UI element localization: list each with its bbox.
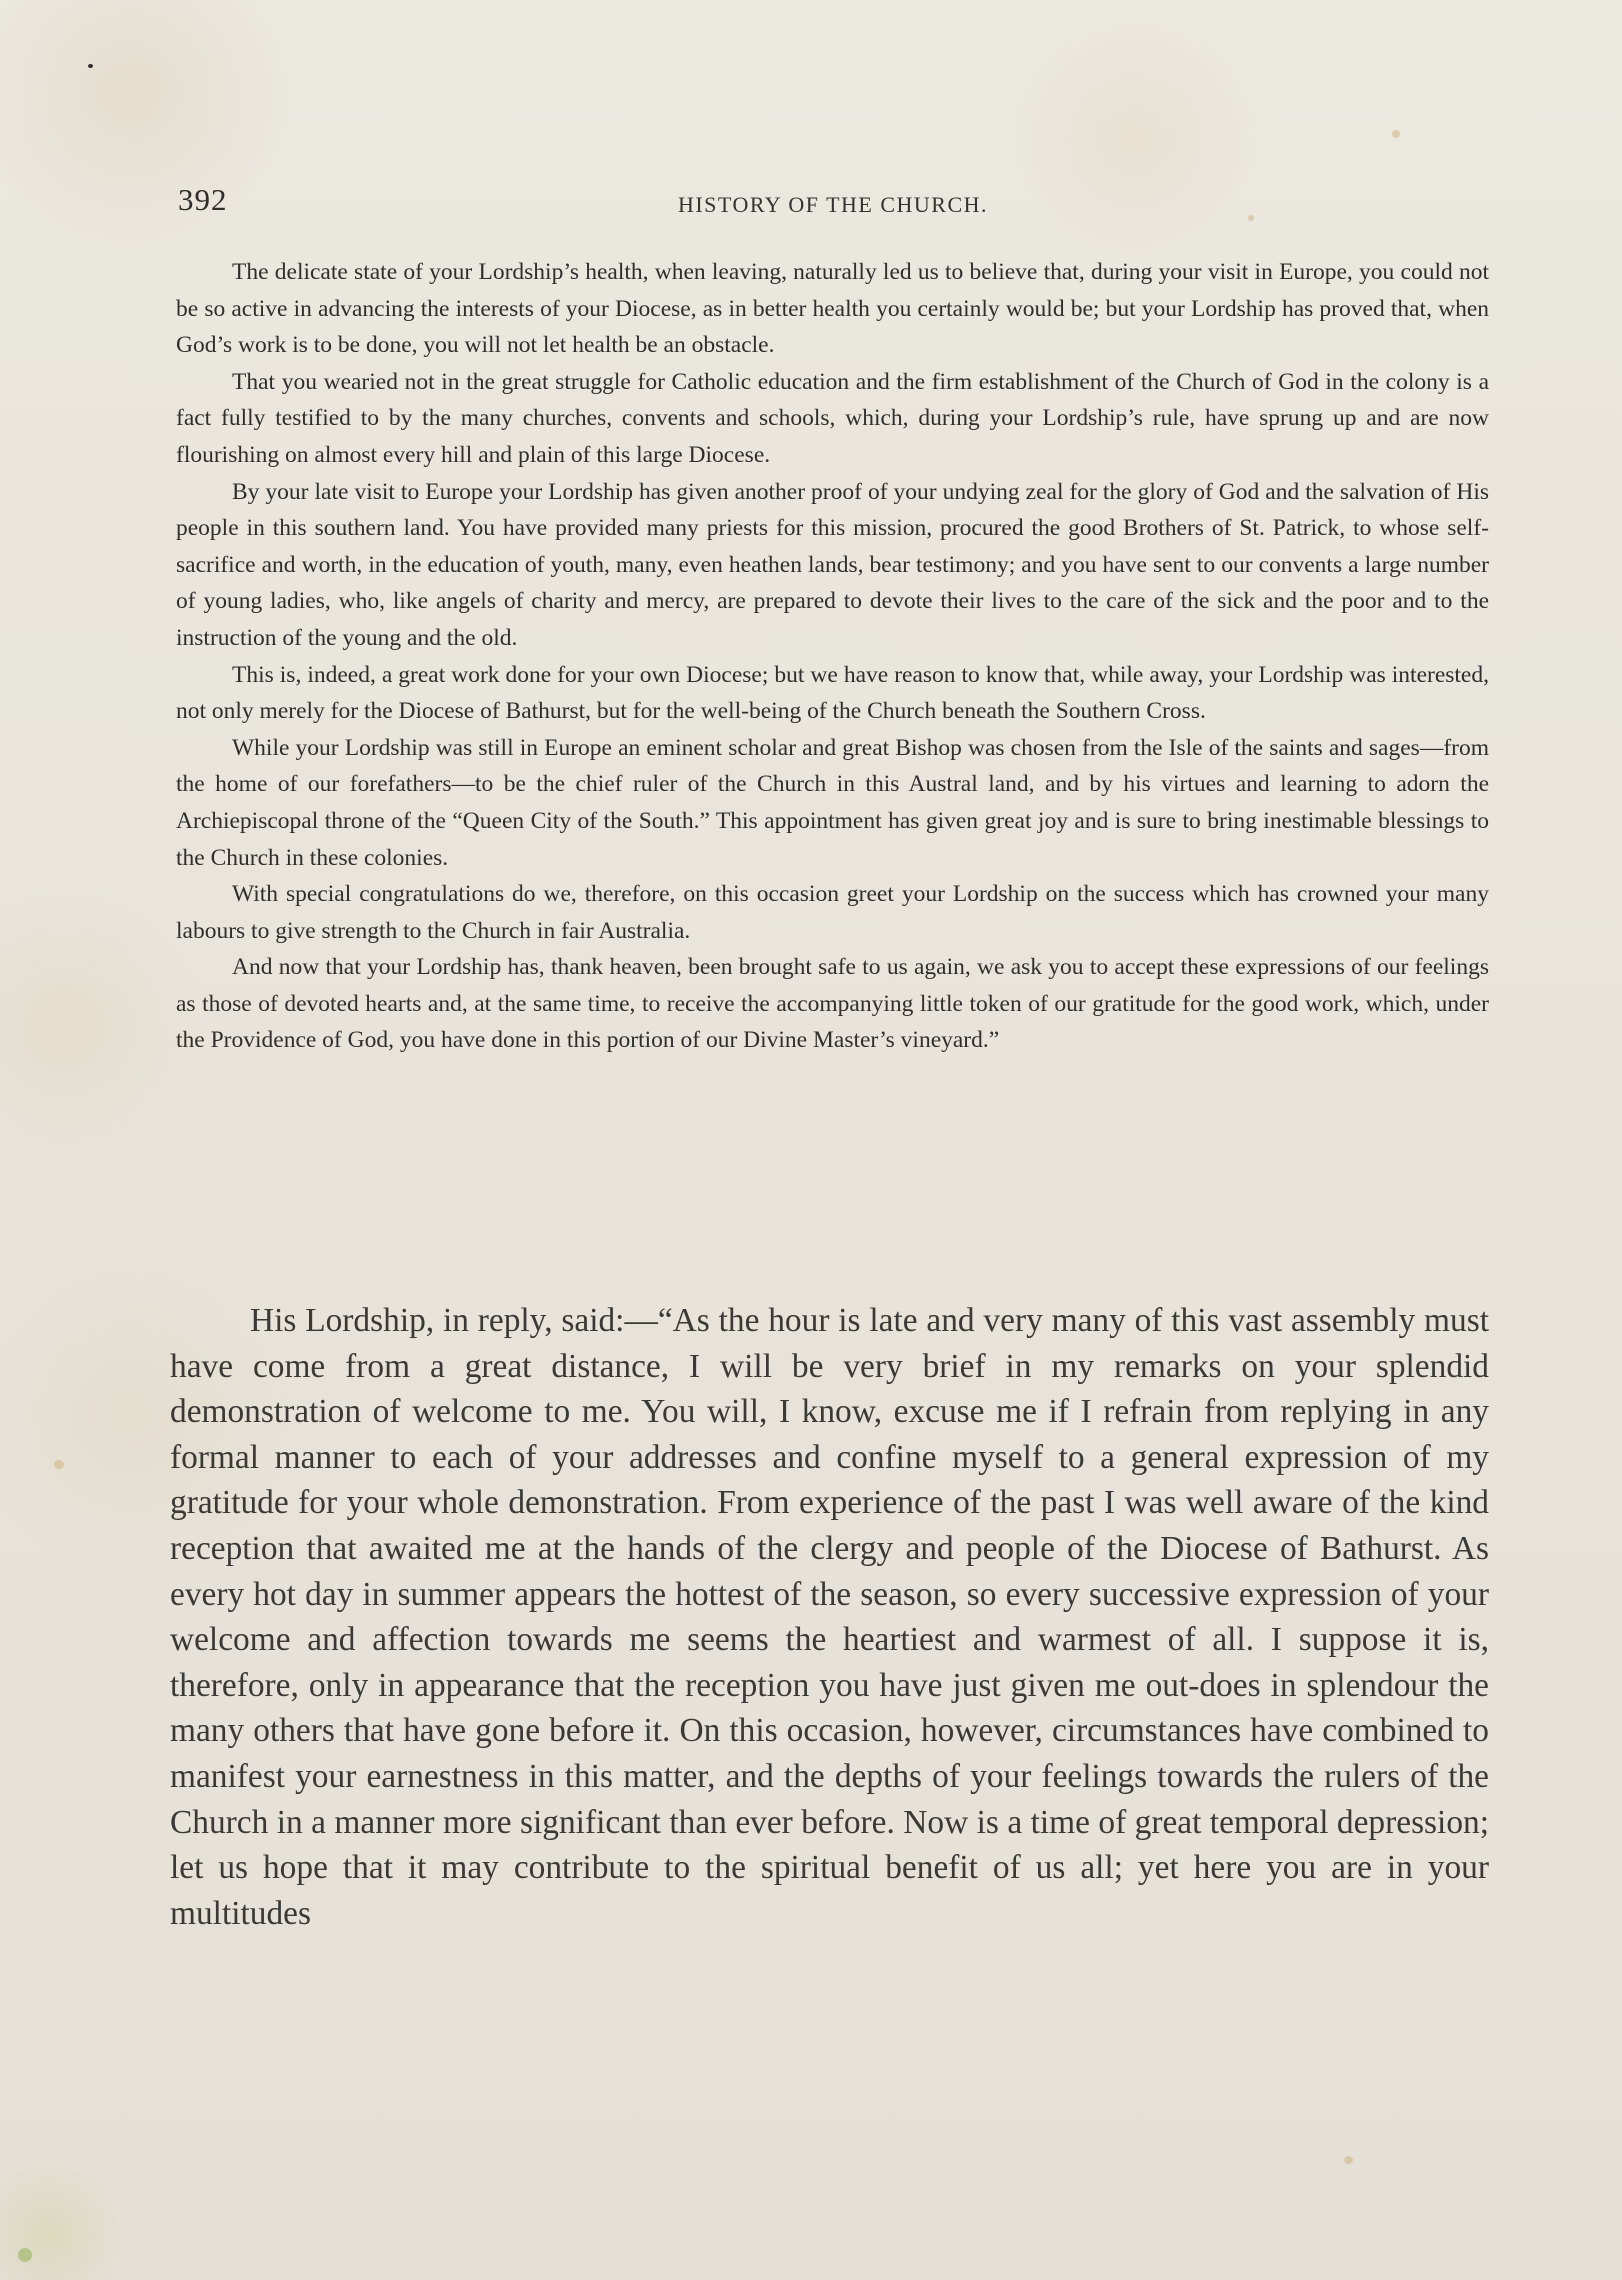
foxing-spot (54, 1460, 64, 1469)
address-paragraph: The delicate state of your Lordship’s health, when leaving, naturally led us to believe that, during your visit in Europe, you could not be so active in advancing the interests of your Diocese, as in better health you certainly would be; but your Lordship has proved that, when God’s work is to be done, you will not let health be an obstacle. (176, 259, 1489, 359)
reply-paragraph: His Lordship, in reply, said:—“As the hour is late and very many of this vast assembly must have come from a great distance, I will be very brief in my remarks on your splendid demonstration of welcome to me. You will, I know, excuse me if I refrain from replying in any formal manner to each of your addresses and confine myself to a general expression of my gratitude for your whole demonstration. From experience of the past I was well aware of the kind reception that awaited me at the hands of the clergy and people of the Diocese of Bathurst. As every hot day in summer appears the hottest of the season, so every successive expression of your welcome and affection towards me seems the heartiest and warmest of all. I suppose it is, therefore, only in appearance that the reception you have just given me out-does in splendour the many others that have gone before it. On this occasion, however, circumstances have combined to manifest your earnestness in this matter, and the depths of your feelings towards the rulers of the Church in a manner more significant than ever before. Now is a time of great temporal depression; let us hope that it may contribute to the spiritual benefit of us all; yet here you are in your multitudes (170, 1302, 1489, 1932)
page-header (178, 182, 1488, 226)
foxing-spot (1344, 2156, 1353, 2164)
reply-text-block (170, 1298, 1489, 1936)
foxing-spot (88, 64, 93, 68)
running-title: HISTORY OF THE CHURCH. (677, 192, 989, 217)
foxing-spot (1392, 130, 1400, 138)
address-paragraph: This is, indeed, a great work done for your own Diocese; but we have reason to know that, while away, your Lordship was interested, not only merely for the Diocese of Bathurst, but for the well-being of the Church beneath the Southern Cross. (176, 661, 1489, 725)
foxing-spot (18, 2248, 32, 2262)
address-text-block (176, 254, 1489, 1059)
address-paragraph: With special congratulations do we, therefore, on this occasion greet your Lordship on the success which has crowned your many labours to give strength to the Church in fair Australia. (176, 881, 1489, 944)
address-paragraph: By your late visit to Europe your Lordship has given another proof of your undying zeal for the glory of God and the salvation of His people in this southern land. You have provided many priests for this mission, procured the good Brothers of St. Patrick, to whose self-sacrifice and worth, in the education of youth, many, even heathen lands, bear testimony; and you have sent to our convents a large number of young ladies, who, like angels of charity and mercy, are prepared to devote their lives to the care of the sick and the poor and to the instruction of the young and the old. (176, 478, 1489, 651)
address-paragraph: While your Lordship was still in Europe an eminent scholar and great Bishop was chosen from the Isle of the saints and sages—from the home of our forefathers—to be the chief ruler of the Church in this Austral land, and by his virtues and learning to adorn the Archiepiscopal throne of the “Queen City of the South.” This appointment has given great joy and is sure to bring inestimable blessings to the Church in these colonies. (176, 734, 1489, 871)
address-paragraph: That you wearied not in the great struggle for Catholic education and the firm establishment of the Church of God in the colony is a fact fully testified to by the many churches, convents and schools, which, during your Lordship’s rule, have sprung up and are now flourishing on almost every hill and plain of this large Diocese. (176, 368, 1489, 468)
page-number: 392 (178, 182, 228, 217)
address-paragraph: And now that your Lordship has, thank heaven, been brought safe to us again, we ask you to accept these expressions of our feelings as those of devoted hearts and, at the same time, to receive the accompanying little token of our gratitude for the good work, which, under the Providence of God, you have done in this portion of our Divine Master’s vineyard.” (176, 954, 1489, 1054)
